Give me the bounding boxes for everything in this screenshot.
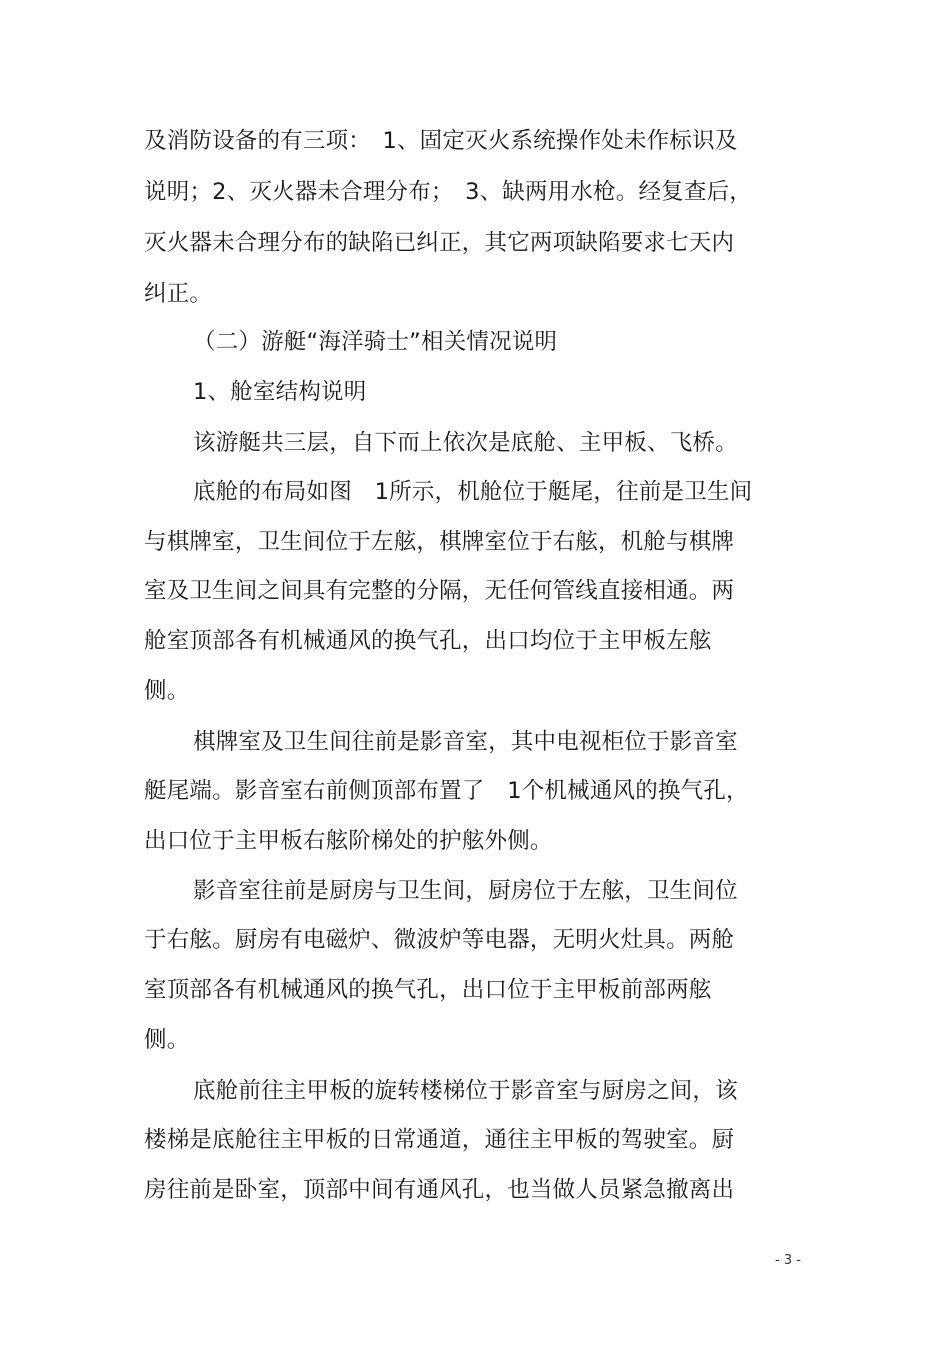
- text-line: 房往前是卧室，顶部中间有通风孔，也当做人员紧急撤离出: [144, 1177, 735, 1203]
- text-line: 及消防设备的有三项： 1、固定灭火系统操作处未作标识及: [144, 128, 738, 154]
- text-line: 于右舷。厨房有电磁炉、微波炉等电器，无明火灶具。两舱: [144, 927, 735, 953]
- page-number: - 3 -: [775, 1253, 801, 1268]
- text-line: 底舱的布局如图 1所示，机舱位于艇尾，往前是卫生间: [193, 479, 753, 505]
- text-line: 底舱前往主甲板的旋转楼梯位于影音室与厨房之间，该: [193, 1078, 738, 1104]
- text-line: 侧。: [144, 678, 190, 704]
- section-heading: （二）游艇“海洋骑士”相关情况说明: [193, 329, 558, 355]
- text-line: 出口位于主甲板右舷阶梯处的护舷外侧。: [144, 828, 553, 854]
- text-line: 说明；2、灭火器未合理分布； 3、缺两用水枪。经复查后，: [144, 179, 752, 205]
- text-line: 纠正。: [144, 281, 213, 307]
- text-line: 该游艇共三层，自下而上依次是底舱、主甲板、飞桥。: [193, 430, 738, 456]
- text-line: 影音室往前是厨房与卫生间，厨房位于左舷，卫生间位: [193, 878, 738, 904]
- text-line: 室顶部各有机械通风的换气孔，出口位于主甲板前部两舷: [144, 977, 712, 1003]
- text-line: 与棋牌室，卫生间位于左舷，棋牌室位于右舷，机舱与棋牌: [144, 529, 735, 555]
- subsection-heading: 1、舱室结构说明: [193, 379, 367, 405]
- text-line: 舱室顶部各有机械通风的换气孔，出口均位于主甲板左舷: [144, 628, 712, 654]
- text-line: 艇尾端。影音室右前侧顶部布置了 1个机械通风的换气孔，: [144, 778, 749, 804]
- text-line: 棋牌室及卫生间往前是影音室，其中电视柜位于影音室: [193, 729, 738, 755]
- text-line: 灭火器未合理分布的缺陷已纠正，其它两项缺陷要求七天内: [144, 230, 735, 256]
- text-line: 楼梯是底舱往主甲板的日常通道，通往主甲板的驾驶室。厨: [144, 1127, 735, 1153]
- text-line: 室及卫生间之间具有完整的分隔，无任何管线直接相通。两: [144, 578, 735, 604]
- text-line: 侧。: [144, 1027, 190, 1053]
